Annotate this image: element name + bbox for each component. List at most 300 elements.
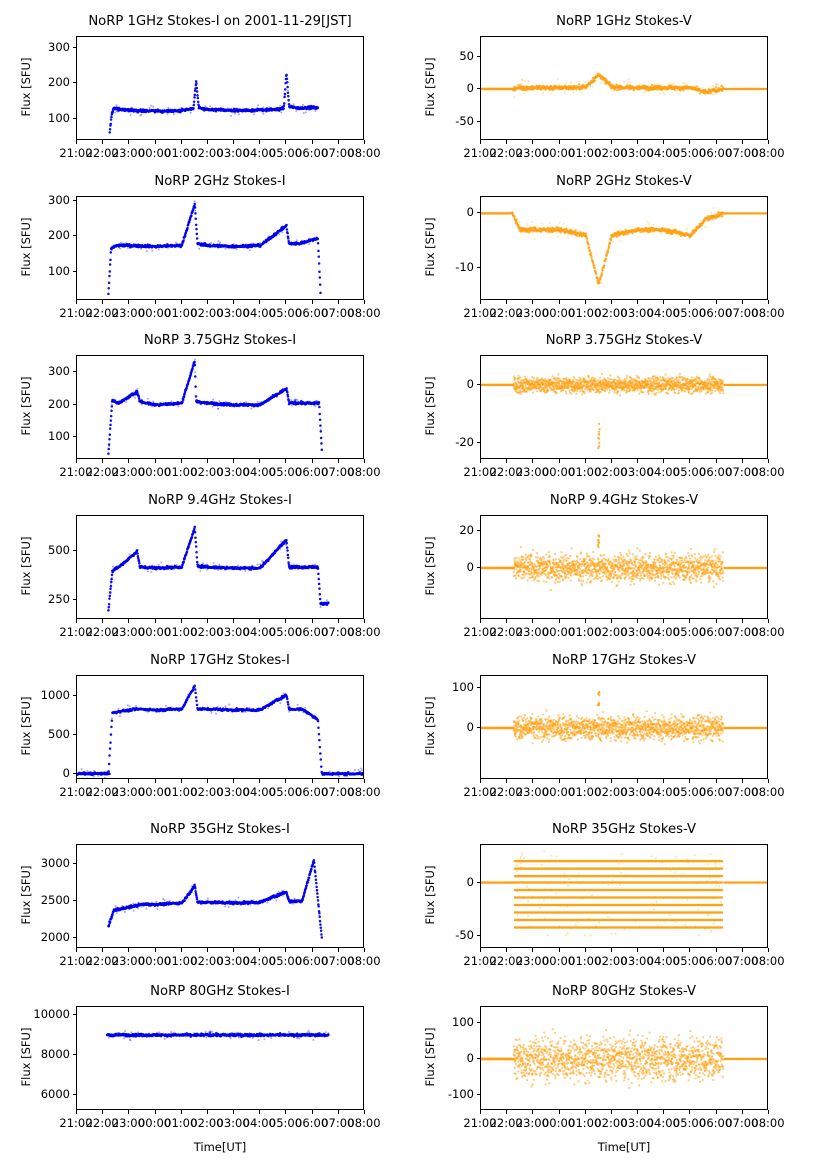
x-tick-mark [663, 779, 664, 783]
x-tick-label: 23:00 [515, 146, 549, 160]
x-tick-mark [768, 140, 769, 144]
x-tick-mark [480, 619, 481, 623]
y-tick-mark [73, 734, 77, 735]
x-tick-label: 08:00 [347, 954, 381, 968]
x-tick-mark [689, 779, 690, 783]
x-tick-mark [663, 1110, 664, 1114]
y-tick-mark [477, 1094, 481, 1095]
x-tick-mark [689, 300, 690, 304]
x-tick-label: 04:00 [646, 306, 680, 320]
y-tick-mark [73, 371, 77, 372]
chart-title: NoRP 9.4GHz Stokes-I [148, 493, 292, 508]
data-series [481, 37, 768, 140]
x-tick-mark [768, 459, 769, 463]
plot-area [480, 36, 768, 140]
plot-area [76, 355, 364, 459]
x-tick-mark [259, 459, 260, 463]
y-tick-label: 3000 [40, 855, 70, 870]
x-tick-mark [663, 948, 664, 952]
x-tick-label: 06:00 [295, 465, 329, 479]
x-tick-mark [259, 948, 260, 952]
x-tick-mark [102, 948, 103, 952]
x-tick-label: 03:00 [216, 954, 250, 968]
x-tick-label: 23:00 [111, 306, 145, 320]
x-tick-label: 08:00 [751, 1116, 785, 1130]
x-tick-mark [742, 779, 743, 783]
y-tick-label: 1000 [40, 687, 70, 702]
x-tick-label: 08:00 [347, 1116, 381, 1130]
x-tick-label: 00:00 [541, 146, 576, 160]
x-tick-label: 00:00 [137, 146, 172, 160]
x-tick-label: 02:00 [594, 306, 628, 320]
x-tick-label: 03:00 [216, 306, 250, 320]
x-tick-label: 21:00 [463, 146, 497, 160]
x-tick-label: 22:00 [85, 785, 119, 799]
x-tick-mark [768, 948, 769, 952]
x-tick-label: 22:00 [85, 306, 119, 320]
x-tick-label: 21:00 [59, 785, 93, 799]
x-tick-mark [102, 140, 103, 144]
x-tick-mark [155, 779, 156, 783]
x-tick-label: 07:00 [321, 625, 355, 639]
x-tick-label: 03:00 [620, 465, 654, 479]
x-tick-mark [128, 300, 129, 304]
x-tick-mark [716, 140, 717, 144]
x-tick-label: 05:00 [268, 785, 303, 799]
x-tick-mark [611, 459, 612, 463]
x-tick-label: 08:00 [347, 146, 381, 160]
x-tick-mark [364, 140, 365, 144]
y-axis-label: Flux [SFU] [423, 865, 437, 925]
plot-area [76, 1006, 364, 1110]
x-tick-label: 04:00 [646, 625, 680, 639]
x-tick-label: 00:00 [137, 465, 172, 479]
x-tick-mark [506, 140, 507, 144]
y-tick-mark [477, 212, 481, 213]
data-series [77, 1007, 364, 1110]
y-tick-label: 10000 [33, 1007, 70, 1021]
x-tick-label: 04:00 [242, 465, 276, 479]
data-series [481, 197, 768, 300]
y-axis-label: Flux [SFU] [423, 1027, 437, 1087]
x-tick-label: 23:00 [111, 146, 145, 160]
x-tick-mark [102, 459, 103, 463]
x-tick-label: 22:00 [489, 306, 523, 320]
x-tick-mark [506, 459, 507, 463]
x-tick-label: 03:00 [620, 146, 654, 160]
x-tick-mark [689, 619, 690, 623]
chart-title: NoRP 17GHz Stokes-I [150, 653, 290, 668]
x-tick-label: 06:00 [699, 146, 733, 160]
chart-panel [410, 491, 785, 665]
y-tick-label: -100 [447, 1086, 474, 1101]
data-series [77, 356, 364, 459]
x-tick-label: 02:00 [190, 785, 224, 799]
chart-title: NoRP 2GHz Stokes-V [556, 174, 692, 189]
x-tick-mark [128, 140, 129, 144]
x-tick-label: 07:00 [725, 785, 759, 799]
x-tick-mark [716, 300, 717, 304]
x-tick-label: 01:00 [568, 625, 602, 639]
x-tick-mark [559, 779, 560, 783]
chart-title: NoRP 80GHz Stokes-I [150, 984, 290, 999]
x-tick-mark [663, 619, 664, 623]
x-tick-mark [637, 459, 638, 463]
x-tick-mark [76, 140, 77, 144]
x-tick-mark [364, 948, 365, 952]
y-tick-label: 250 [48, 592, 70, 607]
y-tick-mark [477, 384, 481, 385]
x-tick-mark [611, 948, 612, 952]
y-tick-label: 300 [48, 39, 70, 54]
y-tick-mark [73, 118, 77, 119]
x-tick-mark [181, 300, 182, 304]
x-tick-mark [716, 1110, 717, 1114]
x-tick-mark [312, 948, 313, 952]
x-tick-mark [532, 619, 533, 623]
chart-title: NoRP 1GHz Stokes-V [556, 14, 692, 29]
x-tick-mark [768, 300, 769, 304]
x-tick-mark [559, 459, 560, 463]
x-tick-label: 21:00 [59, 146, 93, 160]
x-tick-label: 22:00 [85, 954, 119, 968]
x-tick-mark [285, 300, 286, 304]
y-tick-mark [73, 773, 77, 774]
x-tick-label: 03:00 [216, 146, 250, 160]
y-axis-label: Flux [SFU] [19, 376, 33, 436]
x-tick-label: 07:00 [321, 785, 355, 799]
y-tick-label: 500 [48, 727, 70, 742]
x-tick-mark [689, 948, 690, 952]
x-tick-mark [716, 948, 717, 952]
x-tick-label: 05:00 [672, 146, 707, 160]
y-tick-mark [477, 88, 481, 89]
plot-area [76, 844, 364, 948]
x-tick-mark [285, 948, 286, 952]
x-tick-mark [338, 619, 339, 623]
x-tick-mark [102, 300, 103, 304]
y-tick-label: 100 [48, 429, 70, 444]
x-tick-label: 23:00 [111, 625, 145, 639]
x-tick-label: 05:00 [268, 306, 303, 320]
x-tick-label: 03:00 [620, 625, 654, 639]
y-tick-mark [477, 727, 481, 728]
x-tick-label: 02:00 [190, 465, 224, 479]
x-tick-mark [480, 779, 481, 783]
x-tick-mark [207, 619, 208, 623]
y-tick-mark [73, 900, 77, 901]
x-tick-label: 08:00 [751, 306, 785, 320]
x-tick-mark [259, 1110, 260, 1114]
x-tick-label: 04:00 [646, 146, 680, 160]
x-tick-label: 21:00 [59, 625, 93, 639]
x-tick-mark [585, 1110, 586, 1114]
x-tick-mark [233, 459, 234, 463]
x-tick-label: 00:00 [541, 785, 576, 799]
y-tick-label: 0 [466, 205, 474, 220]
x-tick-mark [585, 300, 586, 304]
x-tick-label: 06:00 [699, 465, 733, 479]
x-tick-label: 21:00 [463, 625, 497, 639]
y-tick-label: 200 [48, 396, 70, 411]
x-tick-label: 04:00 [646, 954, 680, 968]
y-tick-mark [73, 863, 77, 864]
x-tick-mark [76, 300, 77, 304]
x-tick-label: 01:00 [164, 146, 198, 160]
x-tick-label: 05:00 [268, 465, 303, 479]
x-tick-label: 22:00 [85, 625, 119, 639]
x-tick-mark [259, 779, 260, 783]
x-tick-label: 01:00 [164, 625, 198, 639]
x-tick-mark [506, 779, 507, 783]
y-tick-mark [477, 935, 481, 936]
x-tick-mark [76, 1110, 77, 1114]
x-tick-label: 22:00 [489, 785, 523, 799]
y-tick-mark [477, 687, 481, 688]
data-series [481, 845, 768, 948]
x-tick-label: 21:00 [59, 306, 93, 320]
x-tick-label: 00:00 [137, 625, 172, 639]
x-tick-label: 23:00 [111, 785, 145, 799]
y-tick-mark [477, 121, 481, 122]
x-axis-label: Time[UT] [597, 1140, 651, 1154]
x-tick-label: 01:00 [568, 146, 602, 160]
x-tick-mark [364, 779, 365, 783]
x-tick-label: 01:00 [164, 465, 198, 479]
x-tick-label: 01:00 [164, 954, 198, 968]
x-tick-label: 07:00 [725, 625, 759, 639]
data-series [77, 37, 364, 140]
x-tick-label: 03:00 [216, 1116, 250, 1130]
x-tick-mark [559, 619, 560, 623]
x-tick-mark [128, 948, 129, 952]
x-tick-label: 06:00 [699, 1116, 733, 1130]
chart-panel [410, 331, 785, 505]
x-tick-mark [637, 140, 638, 144]
x-tick-label: 01:00 [568, 954, 602, 968]
x-tick-label: 04:00 [242, 625, 276, 639]
y-axis-label: Flux [SFU] [423, 217, 437, 277]
x-tick-mark [207, 1110, 208, 1114]
x-tick-label: 08:00 [751, 146, 785, 160]
x-tick-label: 23:00 [515, 625, 549, 639]
x-tick-label: 02:00 [190, 306, 224, 320]
x-tick-label: 23:00 [515, 1116, 549, 1130]
x-tick-mark [155, 948, 156, 952]
x-tick-mark [689, 459, 690, 463]
x-tick-mark [207, 300, 208, 304]
x-tick-label: 00:00 [137, 1116, 172, 1130]
y-tick-label: 100 [452, 1015, 474, 1030]
x-tick-label: 03:00 [620, 306, 654, 320]
x-tick-mark [312, 140, 313, 144]
y-tick-mark [477, 882, 481, 883]
x-tick-mark [128, 1110, 129, 1114]
chart-panel [6, 12, 381, 186]
x-tick-label: 21:00 [463, 1116, 497, 1130]
x-tick-mark [233, 779, 234, 783]
x-tick-label: 06:00 [295, 146, 329, 160]
x-tick-mark [207, 779, 208, 783]
x-tick-mark [285, 459, 286, 463]
x-tick-label: 01:00 [568, 785, 602, 799]
x-tick-label: 02:00 [594, 465, 628, 479]
x-tick-mark [532, 779, 533, 783]
x-tick-mark [585, 619, 586, 623]
chart-panel [6, 172, 381, 346]
data-series [77, 197, 364, 300]
x-tick-mark [181, 459, 182, 463]
y-tick-label: 100 [452, 680, 474, 694]
y-tick-label: 100 [48, 264, 70, 279]
x-tick-label: 08:00 [751, 465, 785, 479]
x-tick-label: 06:00 [699, 625, 733, 639]
x-tick-label: 00:00 [541, 465, 576, 479]
x-tick-mark [637, 779, 638, 783]
x-tick-label: 22:00 [489, 954, 523, 968]
x-tick-label: 07:00 [725, 146, 759, 160]
x-tick-label: 21:00 [463, 954, 497, 968]
x-tick-label: 22:00 [85, 1116, 119, 1130]
x-tick-label: 04:00 [646, 465, 680, 479]
y-tick-mark [477, 1022, 481, 1023]
x-tick-mark [155, 459, 156, 463]
y-axis-label: Flux [SFU] [19, 696, 33, 756]
x-tick-mark [312, 300, 313, 304]
x-tick-label: 06:00 [295, 1116, 329, 1130]
x-tick-mark [716, 619, 717, 623]
x-tick-mark [637, 619, 638, 623]
y-tick-label: 0 [466, 720, 474, 734]
y-tick-mark [477, 530, 481, 531]
x-tick-label: 05:00 [672, 465, 707, 479]
chart-panel [410, 651, 785, 825]
x-tick-label: 23:00 [515, 785, 549, 799]
x-tick-label: 02:00 [594, 1116, 628, 1130]
y-tick-mark [73, 404, 77, 405]
x-tick-mark [128, 779, 129, 783]
x-tick-mark [312, 779, 313, 783]
y-axis-label: Flux [SFU] [19, 1027, 33, 1087]
y-axis-label: Flux [SFU] [423, 376, 437, 436]
x-tick-label: 07:00 [321, 306, 355, 320]
x-tick-mark [76, 948, 77, 952]
plot-area [480, 355, 768, 459]
x-tick-mark [312, 619, 313, 623]
x-tick-label: 04:00 [242, 785, 276, 799]
x-tick-mark [559, 1110, 560, 1114]
x-tick-mark [663, 459, 664, 463]
x-tick-mark [338, 300, 339, 304]
y-tick-mark [73, 82, 77, 83]
y-tick-mark [73, 1054, 77, 1055]
x-tick-mark [768, 1110, 769, 1114]
y-tick-label: -10 [455, 260, 474, 275]
x-tick-label: 02:00 [594, 954, 628, 968]
x-tick-mark [338, 140, 339, 144]
x-tick-label: 21:00 [463, 306, 497, 320]
x-tick-label: 04:00 [242, 306, 276, 320]
x-tick-label: 08:00 [751, 785, 785, 799]
y-tick-mark [73, 200, 77, 201]
x-tick-label: 05:00 [268, 1116, 303, 1130]
x-tick-mark [312, 459, 313, 463]
x-tick-label: 02:00 [190, 954, 224, 968]
x-tick-label: 22:00 [489, 146, 523, 160]
chart-panel [6, 651, 381, 825]
y-tick-label: 0 [466, 1051, 474, 1065]
x-tick-label: 00:00 [137, 306, 172, 320]
x-tick-mark [532, 948, 533, 952]
x-tick-mark [559, 948, 560, 952]
chart-title: NoRP 1GHz Stokes-I on 2001-11-29[JST] [88, 14, 352, 29]
chart-title: NoRP 3.75GHz Stokes-I [143, 333, 297, 348]
x-tick-label: 22:00 [85, 146, 119, 160]
x-tick-label: 01:00 [568, 1116, 602, 1130]
x-tick-mark [207, 948, 208, 952]
x-tick-label: 02:00 [190, 146, 224, 160]
chart-title: NoRP 35GHz Stokes-V [551, 822, 697, 837]
x-tick-label: 04:00 [242, 146, 276, 160]
plot-area [480, 1006, 768, 1110]
y-tick-label: 0 [62, 766, 70, 781]
x-tick-label: 07:00 [321, 1116, 355, 1130]
x-tick-mark [338, 459, 339, 463]
chart-panel [6, 331, 381, 505]
x-tick-label: 02:00 [594, 146, 628, 160]
x-tick-mark [480, 948, 481, 952]
x-tick-mark [585, 140, 586, 144]
x-tick-mark [102, 619, 103, 623]
chart-title: NoRP 2GHz Stokes-I [154, 174, 286, 189]
x-tick-mark [155, 300, 156, 304]
x-tick-mark [233, 1110, 234, 1114]
y-tick-label: -50 [455, 928, 474, 943]
y-tick-label: -20 [455, 434, 474, 449]
x-tick-label: 01:00 [164, 785, 198, 799]
x-tick-label: 21:00 [59, 954, 93, 968]
x-tick-label: 04:00 [646, 1116, 680, 1130]
x-tick-label: 07:00 [725, 465, 759, 479]
x-tick-mark [506, 300, 507, 304]
chart-panel [410, 982, 785, 1156]
x-tick-mark [364, 300, 365, 304]
x-tick-label: 06:00 [699, 306, 733, 320]
x-tick-label: 21:00 [59, 1116, 93, 1130]
x-tick-mark [637, 948, 638, 952]
x-tick-mark [155, 140, 156, 144]
x-tick-mark [207, 459, 208, 463]
y-axis-label: Flux [SFU] [423, 536, 437, 596]
x-tick-mark [128, 459, 129, 463]
x-tick-mark [480, 459, 481, 463]
x-tick-label: 08:00 [347, 465, 381, 479]
x-tick-mark [532, 300, 533, 304]
x-tick-mark [312, 1110, 313, 1114]
x-tick-mark [207, 140, 208, 144]
x-tick-label: 06:00 [295, 306, 329, 320]
x-tick-mark [689, 140, 690, 144]
chart-panel [410, 12, 785, 186]
y-tick-mark [73, 436, 77, 437]
x-tick-label: 00:00 [541, 306, 576, 320]
y-tick-mark [477, 567, 481, 568]
y-tick-mark [73, 937, 77, 938]
x-tick-label: 01:00 [164, 1116, 198, 1130]
y-tick-label: 300 [48, 192, 70, 207]
x-tick-label: 23:00 [111, 465, 145, 479]
x-tick-mark [742, 948, 743, 952]
